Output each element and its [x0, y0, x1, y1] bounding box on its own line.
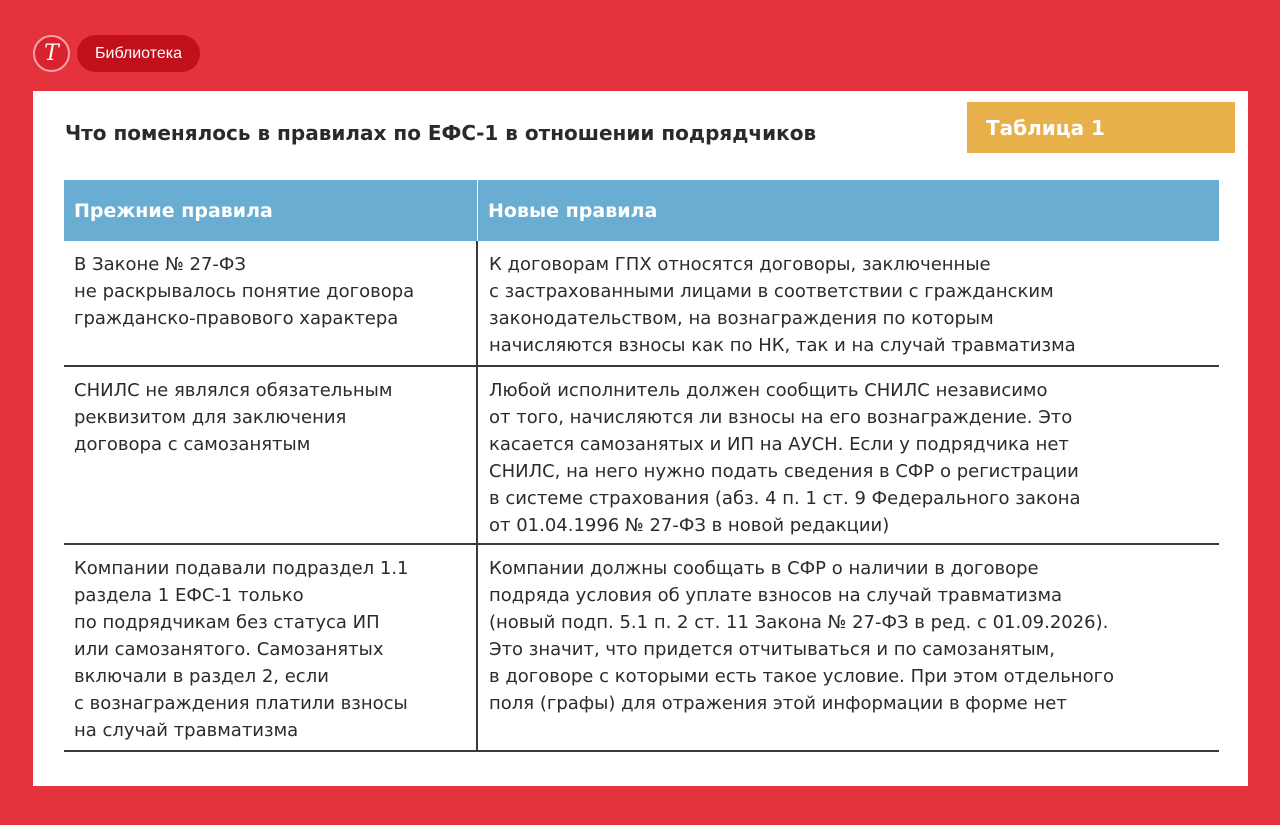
old-rule-cell: Компании подавали подраздел 1.1 раздела 1 ЕФС-1 только по подрядчикам без статуса ИП или самозанятого. Самозанятых включали в раздел 2, если с вознаграждения платили взносы на случай травматизма: [64, 545, 478, 750]
table-card: [33, 91, 1248, 786]
new-rule-cell: Компании должны сообщать в СФР о наличии в договоре подряда условия об уплате взносов на случай травматизма (новый подп. 5.1 п. 2 ст. 11 Закона № 27-ФЗ в ред. с 01.09.2026). Это значит, что придется отчитываться и по самозанятым, в договоре с которыми есть такое условие. При этом отдельного поля (графы) для отражения этой информации в форме нет: [489, 558, 1115, 714]
new-rule-cell: К договорам ГПХ относятся договоры, заключенные с застрахованными лицами в соответствии с гражданским законодательством, на вознаграждения по которым начисляются взносы как по НК, так и на случай травматизма: [489, 254, 1076, 356]
column-header-new: Новые правила: [488, 199, 658, 222]
library-button[interactable]: Библиотека: [77, 35, 200, 72]
table-row: [64, 545, 1219, 752]
new-rule-cell: Любой исполнитель должен сообщить СНИЛС независимо от того, начисляются ли взносы на его вознаграждение. Это касается самозанятых и ИП на АУСН. Если у подрядчика нет СНИЛС, на него нужно подать сведения в СФР о регистрации в системе страхования (абз. 4 п. 1 ст. 9 Федерального закона от 01.04.1996 № 27-ФЗ в новой редакции): [489, 380, 1081, 536]
table-row: [64, 241, 1219, 367]
comparison-table: [64, 180, 1219, 752]
logo-icon[interactable]: T: [33, 35, 70, 72]
table-row: [64, 367, 1219, 545]
old-rule-cell: СНИЛС не являлся обязательным реквизитом для заключения договора с самозанятым: [64, 367, 478, 543]
old-rule-cell: В Законе № 27-ФЗ не раскрывалось понятие договора гражданско-правового характера: [64, 241, 478, 365]
table-header-row: [64, 180, 1219, 241]
table-title: Что поменялось в правилах по ЕФС-1 в отношении подрядчиков: [65, 121, 817, 145]
column-header-old: Прежние правила: [64, 180, 478, 241]
table-number-tag: Таблица 1: [967, 102, 1235, 153]
